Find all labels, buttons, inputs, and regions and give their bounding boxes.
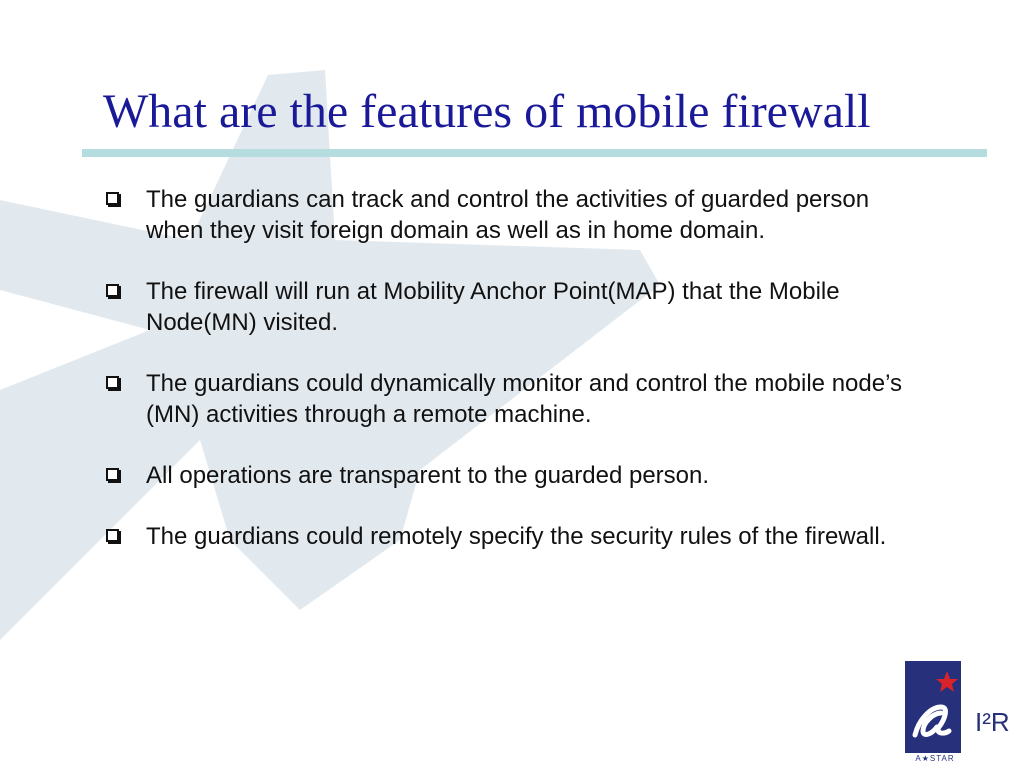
bullet-text: The guardians could dynamically monitor and control the mobile node’s (MN) activities through a remote machine. <box>146 370 902 428</box>
i2r-wordmark: I²R <box>975 707 1010 737</box>
astar-logo-mark <box>905 661 961 753</box>
bullet-item <box>104 368 924 430</box>
checkbox-bullet-icon <box>106 468 119 481</box>
red-star-icon <box>936 671 958 692</box>
astar-i2r-logo <box>905 661 1021 765</box>
title-divider <box>82 149 987 157</box>
bullet-text: The firewall will run at Mobility Anchor Point(MAP) that the Mobile Node(MN) visited. <box>146 278 840 336</box>
bullet-text: The guardians could remotely specify the security rules of the firewall. <box>146 523 887 550</box>
slide-title: What are the features of mobile firewall <box>103 85 871 138</box>
checkbox-bullet-icon <box>106 529 119 542</box>
checkbox-bullet-icon <box>106 376 119 389</box>
bullet-list <box>104 184 924 582</box>
checkbox-bullet-icon <box>106 284 119 297</box>
script-a-icon <box>915 707 949 735</box>
bullet-item <box>104 460 924 491</box>
bullet-item <box>104 184 924 246</box>
bullet-text: The guardians can track and control the activities of guarded person when they visit foreign domain as well as in home domain. <box>146 186 870 244</box>
astar-caption: A★STAR <box>915 754 955 763</box>
bullet-item <box>104 276 924 338</box>
checkbox-bullet-icon <box>106 192 119 205</box>
bullet-item <box>104 521 924 552</box>
bullet-text: All operations are transparent to the guarded person. <box>146 462 710 489</box>
